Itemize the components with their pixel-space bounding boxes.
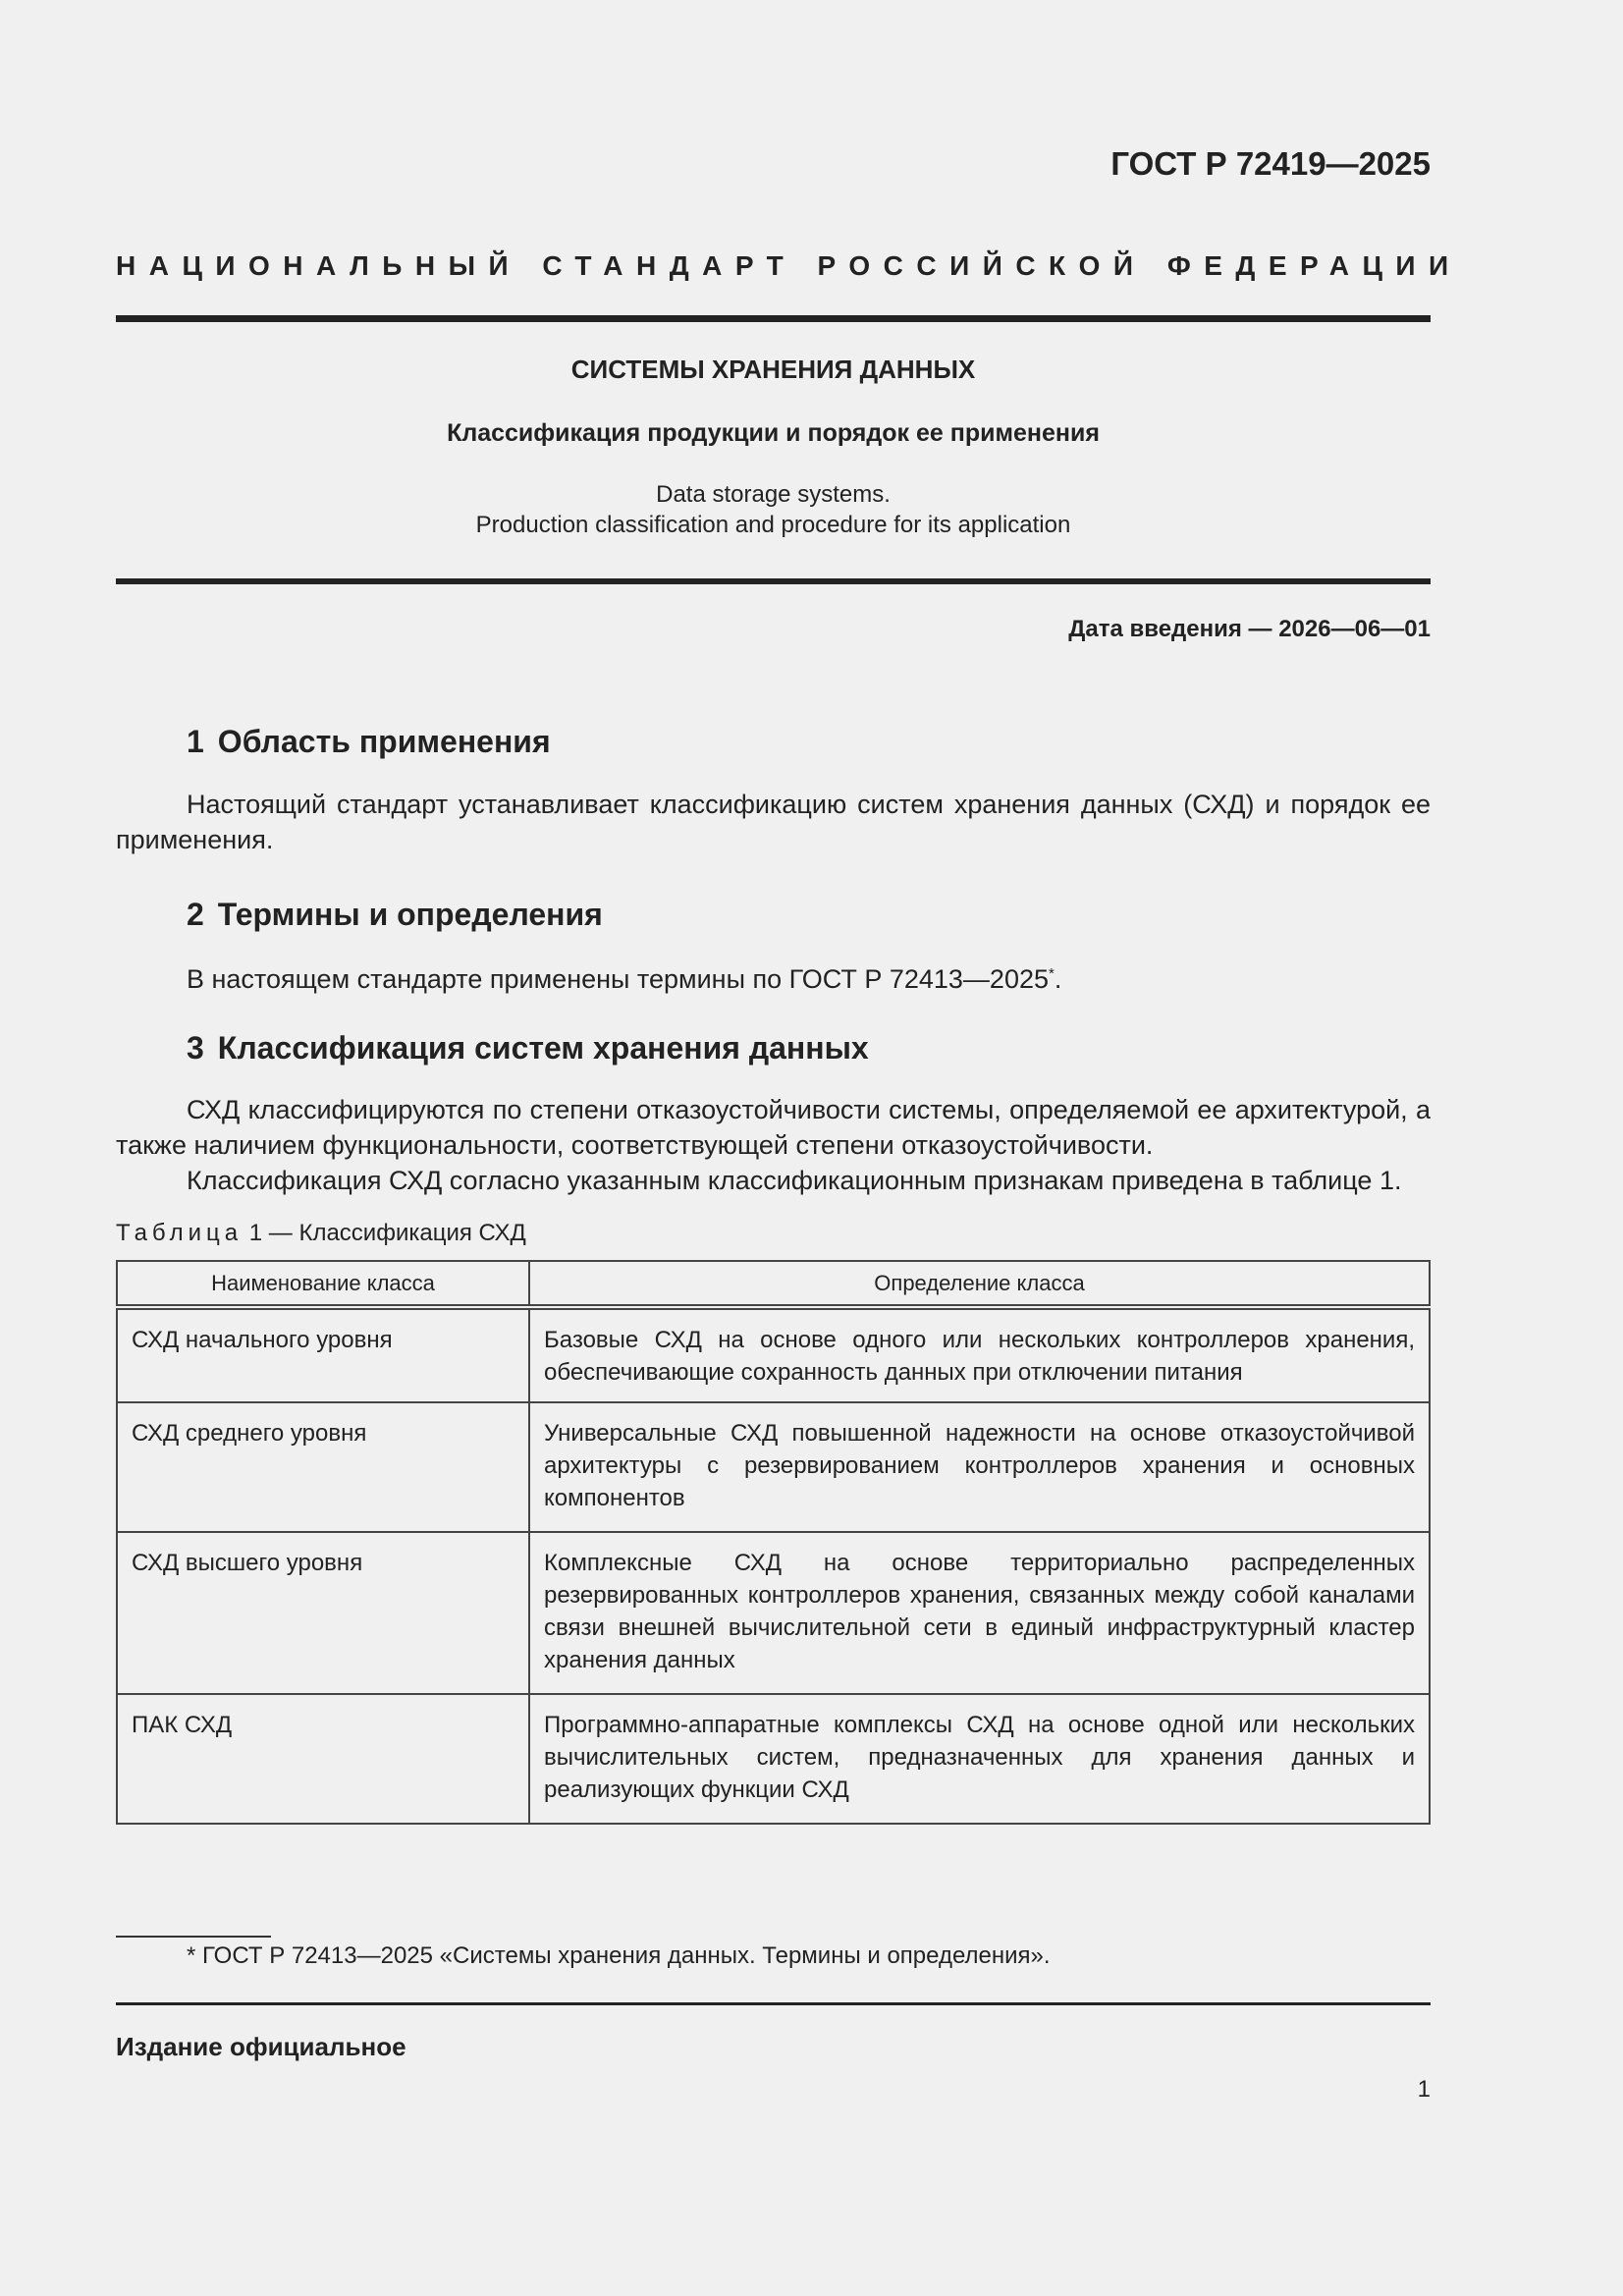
section-3-paragraph-2: Классификация СХД согласно указанным классификационным признакам приведена в таблице 1. [187,1166,1402,1195]
document-title: СИСТЕМЫ ХРАНЕНИЯ ДАННЫХ [570,355,976,384]
section-1-paragraph: Настоящий стандарт устанавливает классификацию систем хранения данных (СХД) и порядок ее применения. [116,790,1431,854]
section-heading-1 [187,724,551,760]
section-title: Область применения [217,724,551,759]
introduction-date: Дата введения — 2026—06—01 [1068,616,1431,642]
table-caption-text: 1 — Классификация СХД [243,1220,526,1246]
english-title-line-2: Production classification and procedure for its application [475,512,1071,538]
table-row [117,1532,1430,1694]
table-header-row [117,1261,1430,1307]
table-caption-label: Таблица [116,1220,243,1246]
class-name-cell: ПАК СХД [117,1694,529,1824]
table-row [117,1694,1430,1824]
section-number: 1 [187,724,204,759]
class-definition-cell: Универсальные СХД повышенной надежности на основе отказоустойчивой архитектуры с резервированием контроллеров хранения и основных компонентов [529,1402,1430,1532]
class-name-cell: СХД начального уровня [117,1307,529,1402]
section-heading-3 [187,1030,869,1066]
official-edition-label: Издание официальное [116,2032,406,2061]
table-caption [116,1220,526,1247]
class-name-cell: СХД высшего уровня [117,1532,529,1694]
column-header-class-name: Наименование класса [117,1261,529,1307]
national-standard-banner: НАЦИОНАЛЬНЫЙ СТАНДАРТ РОССИЙСКОЙ ФЕДЕРАЦИИ [116,250,1462,281]
section-title: Термины и определения [217,897,603,932]
class-definition-cell: Комплексные СХД на основе территориально распределенных резервированных контроллеров хранения, связанных между собой каналами связи внешней вычислительной сети в единый инфраструктурный кластер хранения данных [529,1532,1430,1694]
footnote: * ГОСТ Р 72413—2025 «Системы хранения данных. Термины и определения». [187,1942,1051,1969]
document-subtitle: Классификация продукции и порядок ее применения [447,419,1100,447]
section-title: Классификация систем хранения данных [217,1030,869,1066]
top-rule [116,315,1431,322]
section-2-paragraph: В настоящем стандарте применены термины по ГОСТ Р 72413—2025*. [187,964,1062,994]
table-row [117,1307,1430,1402]
section-heading-2 [187,897,603,933]
column-header-class-definition: Определение класса [529,1261,1430,1307]
english-title-line-1: Data storage systems. [656,481,891,508]
section-number: 3 [187,1030,204,1066]
bottom-rule [116,2002,1431,2005]
class-definition-cell: Базовые СХД на основе одного или нескольких контроллеров хранения, обеспечивающие сохранность данных при отключении питания [529,1307,1430,1402]
table-row [117,1402,1430,1532]
footnote-reference[interactable]: * [1049,965,1055,982]
section-number: 2 [187,897,204,932]
english-title [116,479,1431,540]
document-number: ГОСТ Р 72419—2025 [1110,145,1431,182]
footnote-separator [116,1936,271,1938]
class-name-cell: СХД среднего уровня [117,1402,529,1532]
class-definition-cell: Программно-аппаратные комплексы СХД на основе одной или нескольких вычислительных систем, предназначенных для хранения данных и реализующих функции СХД [529,1694,1430,1824]
classification-table [116,1260,1431,1825]
section-3-paragraph-1: СХД классифицируются по степени отказоустойчивости системы, определяемой ее архитектурой, а также наличием функциональности, соответствующей степени отказоустойчивости. [116,1095,1431,1160]
page-number: 1 [1417,2076,1431,2103]
title-bottom-rule [116,578,1431,584]
